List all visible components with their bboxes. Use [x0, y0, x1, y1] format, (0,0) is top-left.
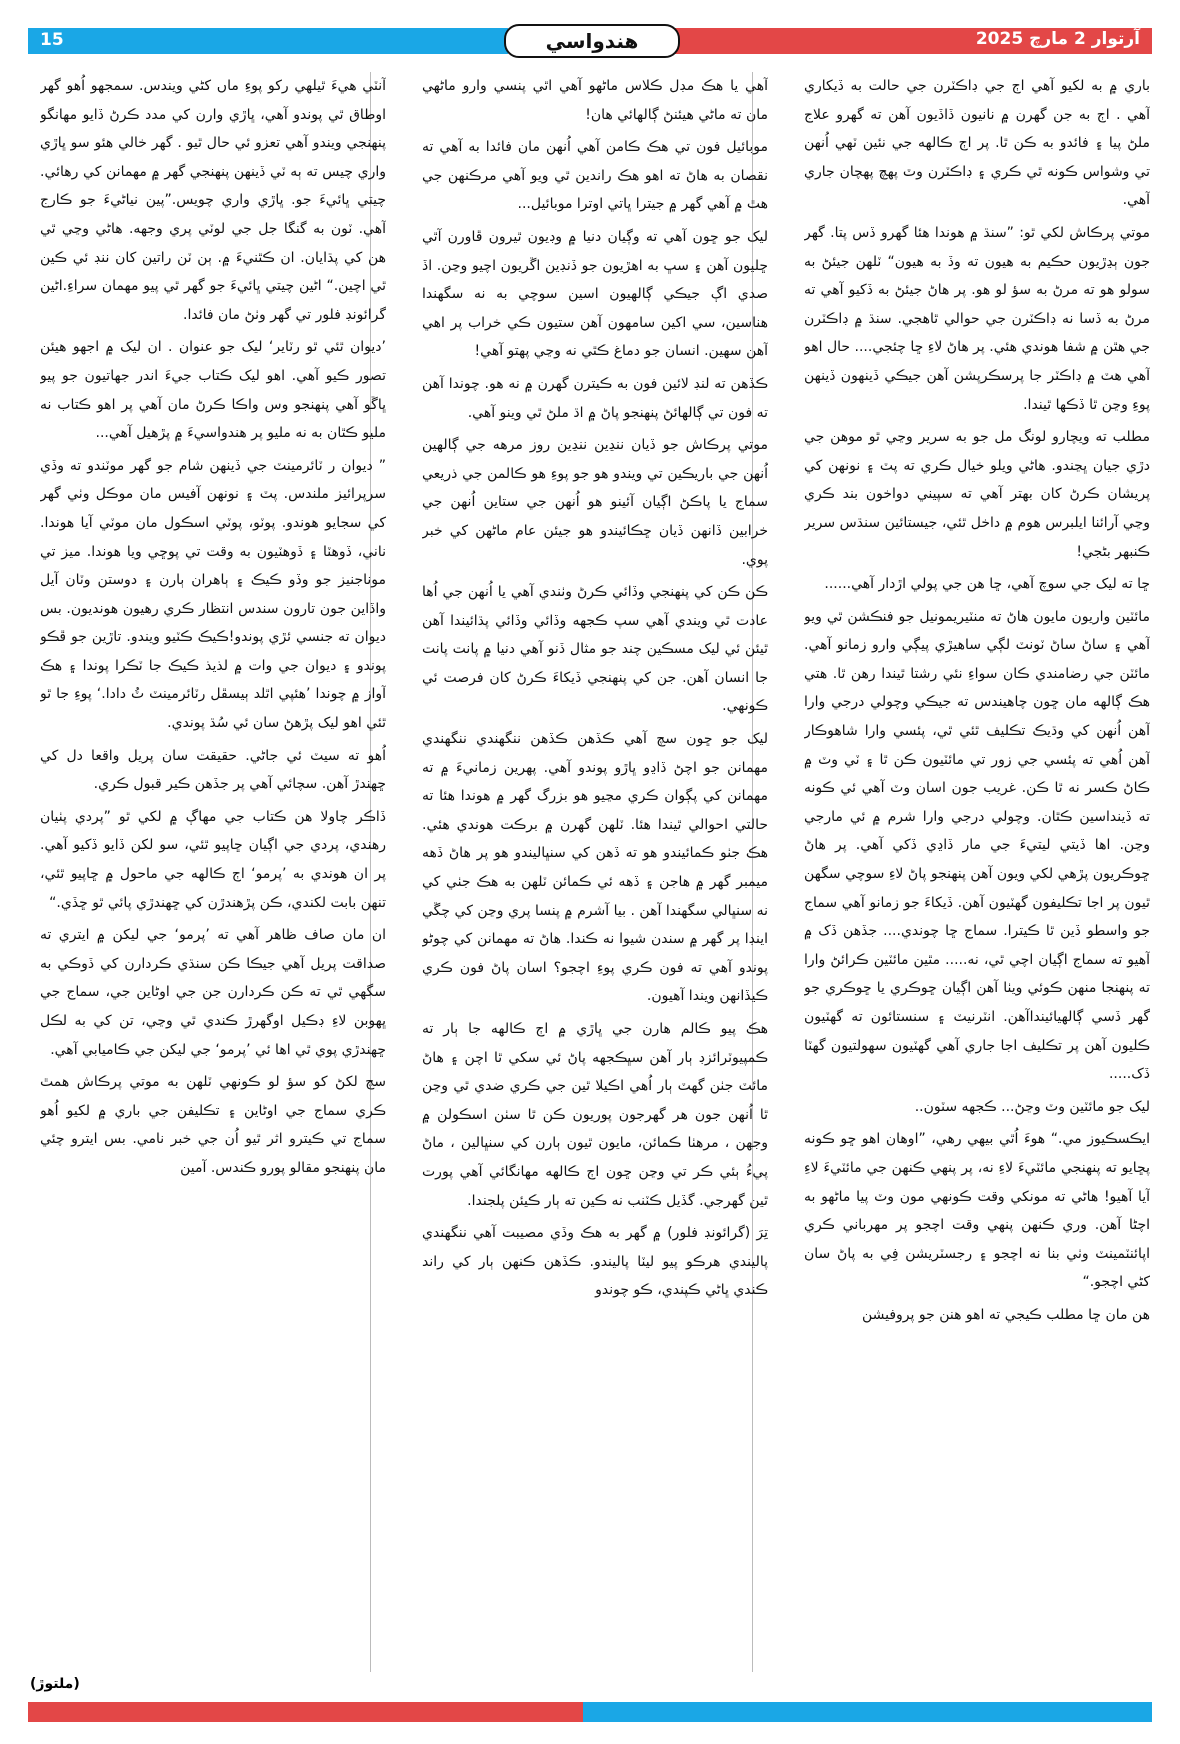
- header-band-red: [672, 28, 1152, 54]
- page-number: 15: [40, 30, 64, 50]
- masthead-logo: هندواسي: [504, 24, 680, 58]
- article-column-1: [804, 72, 1150, 1672]
- header-band-blue: [28, 28, 508, 54]
- paragraph: ڏاڪر چاولا هن ڪتاب جي مهاڳ ۾ لکي ٿو ”پردي پٺيان رهندي، پردي جي اڳيان ڇاپيو ٿئي، سو لکن ڏايو ڏکيو آهي. پر ان هوندي به ’پرمو‘ اڄ ڪالهه جي ماحول ۾ ڇاپيو ٿئي، تنهن بابت لکندي، ڪن پڙهندڙن کي ڇهندڙي پائي ٿو ڇڏي.“: [40, 808, 386, 911]
- paragraph: ’ديوان ٿئي ٿو رٽاير‘ ليک جو عنوان . ان ليک ۾ اجهو هيئن تصور ڪيو آهي. اهو ليک ڪتاب جيءَ اندر جهاتيون جو پيو ڀاڱو آهي پنهنجو وس واڪا ڪرڻ مان آهي پر اهو ڪتاب نه مليو ڪٿان به نه مليو پر هندواسيءَ ۾ پڙهيل آهي...: [40, 339, 386, 442]
- footer-band-red: [28, 1702, 583, 1722]
- paragraph: هن مان ڇا مطلب ڪيجي ته اهو هنن جو پروفيشن: [861, 1306, 1150, 1323]
- paragraph: آنٽي هيءَ ٿيلهي رکو پوءِ ماں کڻي ويندس. سمجهو اُهو گهر اوطاق ٿي پوندو آهي، ڀاڙي وارن کي مدد ڪرڻ ڏايو مهانگو پنهنجي ويندو آهي تعزو ئي حال ٿيو . گهر خالي هئو سو ڀاڙي واري چيس ته ٻه ٽي ڏينهن پنهنجي گهر ۾ مهمانن کي رهائي. چيتي ڀائيءَ جو. ڀاڙي واري چويس.”پين نياڻيءَ جو ڪارج آهي. ٽون به گنگا جل جي لوٽي پري وجهه. هاڻي وڃي ٿي هن کي پڌايان. ان ڪٿنيءَ ۾. ٻن ٽن راتين کان ننڊ ئي ڪين ٿي اچين.“ اڻين چيتي ڀائيءَ جو گهر ٿي پيو مهمان سراءِ.اڻين گرائونڊ فلور تي گهر وٺڻ مان فائدا.: [40, 78, 386, 323]
- paragraph: سچ لکڻ کو سؤ لو ڪونهي ٽلهن به موتي پرڪاش همٿ ڪري سماج جي اوڻاين ۽ تڪليفن جي باري ۾ لکيو اُهو سماج تي ڪيترو اثر ٿيو اُن جي خبر نامي. بس ايترو چئي مان پنهنجو مقالو پورو ڪندس. آمين: [40, 1074, 386, 1176]
- paragraph: ايڪسڪيوز مي.“ هوءَ اُٿي بيهي رهي، ”اوهان اهو ڇو ڪونه پڇايو ته پنهنجي مائٽيءَ لاءِ نه، پر پنهي ڪنهن جي مائٽيءَ لاءِ آيا آهيو! هاڻي ته مونکي وقت ڪونهي مون وٽ پيا ماڻهو به اچڻا آهن. وري ڪنهن پنهي وقت اچجو پر مهرباني ڪري اپائنٽمينٽ وٺي بنا نه اچجو ۽ رجسٽريشن فِي به پاڻ سان کڻي اچجو.“: [804, 1131, 1150, 1291]
- paragraph: ڪڏهن ته لنڊ لائين فون به ڪيترن گهرن ۾ نه هو. چوندا آهن ته فون تي ڳالهائڻ پنهنجو پاڻ ۾ اڌ ملڻ ٿي وينو آهي.: [422, 375, 768, 421]
- paragraph: ليک جو ڇون آهي ته وڳيان دنيا ۾ وڊيون ٿيرون ڦاورن آٿي ڇليون آهن ۽ سڀ به اهڙيون جو ڏنڊين اڱريون اچيو وڃن. اڏ صدي اڳ جيڪي ڳالهيون اسين سوچي به نه سگهندا هناسين، سي اکين سامهون آهن ستيون ڪي خراب پر اهي آهن سهين. انسان جو دماغ ڪٿي نه وڃي پهتو آهي!: [422, 228, 768, 360]
- paragraph: اُهو ته سيٽ ئي جاڻي. حقيقت سان پريل واقعا دل کي ڇهندڙ آهن. سچائي آهي پر جڏهن ڪير قبول ڪري.: [40, 747, 386, 793]
- paragraph: ان مان صاف ظاهر آهي ته ’پرمو‘ جي ليکن ۾ ايتري ته صداقت پريل آهي جيڪا ڪن سنڌي ڪردارن کي ڏوڪي به سگهي ٿي ته ڪن ڪردارن جن جي اوڻاين جي، سماج جي ڀھوبن لاءِ ڊڪيل اوگهرڙ ڪندي ٿي وڃي، تن کي به لڪل ڇهندڙي پوي ٿي اها ئي ’پرمو‘ جي ليکن جي ڪاميابي آهي.: [40, 927, 386, 1058]
- paragraph: مطلب ته ويچارو لونگ مل جو به سرير وڃي ٿو موهن جي دڙي جيان ڀڃندو. هاڻي ويلو خيال ڪري ته پٽ ۽ نونهن کي پريشان ڪرڻ کان بهتر آهي ته سپيني دواخون بند ڪري وڃي آرائنا ايلبرس هوم ۾ داخل ٿئي، جيستائين سنڌس سرير ڪنبهر بڻجي!: [804, 429, 1150, 560]
- paragraph: مائٽين واريون مايون هاڻ ته منٽيريمونيل جو فنڪشن ٿي ويو آهي ۽ ساڻ ساڻ ٽونٽ لڳي ساهيڙي پيڳي وارو زمانو آهي. مائٽن جي رضامندي ڪان سواءِ نئي رشتا ٿيندا رهن ٿا. هتي هڪ ڳالهه مان ڇون چاهيندس ته جيڪي وچولي درجي وارا آهن اُنهن کي وڌيڪ تڪليف ٿئي ٿي، پئسي وارا شاهوڪار آهن اُهي ته پئسي جي زور تي مائٽيون ڪن ٿا ۽ ٽي وٽ ۾ ڪاڻ ڪسر نه ٿا ڪن. غريب جون اسان وٽ آهي ئي ڪونه ته ڏينداسين ڪٿان. وچولي درجي وارا شرم ۾ ئي مارجي وڃن. اها ڏيتي ليتيءَ جي مار ڏاڍي ڏکي آهي. پر هاڻ ڇوڪريون پڙهي لکي ويون آهن پنهنجو پاڻ لاءِ سوچي سگهن ٿيون پر اجا تڪليفون گهٽيون آهن. ڏيکاءَ جو زمانو آهي سماج جو واسطو ڏين ٿا ڪيترا. سماج ڇا چوندي.... جڏهن ڏک ۾ آهيو ته سماج اڳيان اچي ٿي، نه..... مٿين مائٽين ڪرائڻ وارا ته پنهنجا منهن ڪوئي ويٺا آهن اڳيان ڇوڪري يا ڇوڪري جو گهر ڏسي ڳالهيائينداآهن. انٽرنيٽ ۽ سنستائون ته گهٽيون ڪليون آهن پر تڪليف اجا جاري آهي گهٽيون سهولتيون گهٽا ڏک.....: [804, 608, 1150, 1083]
- issue-date: آرتوار 2 مارچ 2025: [975, 29, 1140, 49]
- paragraph: موتي پرڪاش لکي ٿو: ”سنڌ ۾ هوندا هئا گهرو ڏس پتا. گهر جون ٻڍڙيون حڪيم به هيون ته وڏ به هيون“ ٽلهن جيئڻ به سولو هو ته مرڻ به سؤ لو هو. پر هاڻ جيئڻ به ڏکيو آهي ته مرڻ به ڏسا نه ڊاڪٽرن جي حوالي ٿاهجي. سنڌ ۾ ڊاڪٽرن جي هٿن ۾ شفا هوندي هئي. پر هاڻ لاءِ ڇا چئجي.... حال اهو آهي هٽ ۾ ڊاڪٽر جا پرسڪرپشن آهن جيڪي ڏينهون ڏينهن پوءِ وڃن ٿا ڏڪها ٿيندا.: [804, 224, 1150, 413]
- article-column-3: [40, 72, 386, 1672]
- paragraph: ” ديوان ر ٽائرمينٽ جي ڏينهن شام جو گهر موٽندو ته وڏي سرپرائيز ملندس. پٽ ۽ نونهن آفيس مان موڪل وٺي گهر کي سجايو هوندو. پوٽو، پوٽي اسڪول مان موٽي آيا هوندا. ناني، ڏوهٽا ۽ ڏوهٽيون به وقت تي پوڇي ويا هوندا. ميز تي موناجنيز جو وڏو ڪيڪ ۽ ٻاهران ٻارن ۽ دوستن وٽان آيل واڏاين جون تارون سندس انتظار ڪري رهيون هونديون. بس ديوان ته جنسي ئڙي پوندو!ڪيڪ ڪٽيو ويندو. تاڙين جو ڦڪو پوندو ۽ ديوان جي وات ۾ لذيذ ڪيڪ جا ٽڪرا پوندا ۽ هڪ آواز ۾ چوندا ’هئپي اٿلد ٻيسڦل رٽائرمينٽ ٽُ دادا.‘ پوءِ جا ٿو ٿئي اهو ليک پڙهڻ سان ئي سُڌ پوندي.: [40, 457, 386, 732]
- paragraph: باري ۾ به لکيو آهي اڄ جي ڊاڪٽرن جي حالت به ڏيکاري آهي . اڄ به جن گهرن ۾ نانيون ڏاڏيون آهن ته گهرو علاج ملڻ پيا ۽ فائدو به ڪن ٿا. پر اڄ ڪالهه جي نئين ٽهي اُنهن تي وشواس ڪونه ٿي ڪري ۽ ڊاڪٽرن وٽ پهچ پهچان جاري آهي.: [804, 78, 1150, 209]
- paragraph: ليک جو مائٽين وٽ وڃڻ... ڪجهه سٽون..: [914, 1098, 1150, 1115]
- paragraph: هڪ پيو ڪالم هارن جي ڀاڙي ۾ اڄ ڪالهه جا ٻار ته ڪمپيوٽرائزڊ ٻار آهن سڀڪجهه پاڻ ئي سکي ٿا اچن ۽ هاڻ مائٽ جٺن گهٽ ٻار اُهي اڪيلا ٿين جي ڪري ضدي ٿي وڃن ٿا اُنهن جون هر گهرجون پوريون ڪن ٿا سٺن اسڪولن ۾ وجهن ، مرهٺا ڪمائن، مايون ٿيون ٻارن کي سنڀالين ، ماڻ پيءُ ٻئي ڪر تي وڃن ڇون اڄ ڪالهه مهانگائي آهي پورت ٿين گهرجي. گڏيل ڪٽنب نه ڪين ته ٻار ڪيئن پلجندا.: [422, 1021, 768, 1209]
- page-header: [28, 28, 1152, 58]
- article-column-2: [422, 72, 768, 1672]
- paragraph: ليک جو ڇون سچ آهي ڪڏهن ڪڏهن ننگهندي ننگهندي مهمانن جو اچڻ ڏاڍو ڀاڙو پوندو آهي. پهرين زمانيءَ ۾ ته مهمانن کي پڳوان ڪري مڃيو هو بزرگ گهر ۾ هوندا هئا ته حالتي احوالي ٿيندا هئا. ٽلهن گهرن ۾ برڪت هوندي هئي. هڪ جٺو ڪمائيندو هو ته ڏهن کي سنڀاليندو هو پر هاڻ ڏهه ميمبر گهر ۾ هاجن ۽ ڏهه ئي ڪمائن ٽلهن به هڪ جٺي کي نه سنڀالي سگهندا آهن . بيا آشرم ۾ پنسا پري وڃن کي چڱي اينڊا پر گهر ۾ سندن شيوا نه ڪندا. هاڻ ته مهمانن کي چوڻو پوندو آهي ته فون ڪري پوءِ اچجو؟ اسان پاڻ فون ڪري ڪيڏانهن ويندا آهيون.: [422, 731, 768, 1005]
- paragraph: موتي پرڪاش جو ڏيان ننڍين ننڍين روز مرهه جي ڳالهين اُنهن جي باريڪين تي ويندو هو جو پوءِ هو ڪالمن جي ذريعي سماج يا پاڪڻ اڳيان آئينو هو اُنهن جي ستاين اُنهن جي خرابين ڏانهن ڏيان ڇڪائيندو هو جيئن عام ماڻهن کي خبر پوي.: [422, 437, 768, 568]
- page-footer: [28, 1702, 1152, 1722]
- paragraph: موبائيل فون تي هڪ ڪامن آهي اُنهن مان فائدا به آهي ته نقصان به هاڻ ته اهو هڪ راندين ٿي ويو آهي مرڪنهن جي هٿ ۾ آهي گهر ۾ جيترا ڀاتي اوترا موبائيل...: [422, 139, 768, 213]
- article-signoff: (ملتوڙ): [30, 1676, 80, 1692]
- paragraph: ڪن ڪن کي پنهنجي وڏائي ڪرڻ وٺندي آهي يا اُنهن جي اُها عادت ٿي ويندي آهي سپ ڪجهه وڏائي وڏائي پڌائيندا آهن ٿيئن ئي ليک مسڪين چند جو مثال ڏنو آهي دنيا ۾ پانت پانت جا انسان آهن. جن کي پنهنجي ڏيکاءَ ڪرڻ کان فرصت ئي ڪونهي.: [422, 584, 768, 715]
- footer-band-blue: [583, 1702, 1152, 1722]
- paragraph: آهي يا هڪ مڊل ڪلاس ماڻهو آهي اٿي پنسي وارو ماڻهي مان ته ماڻي هيئنڻ ڳالهائي هان!: [422, 78, 768, 123]
- paragraph: تِرَ (گرائونڊ فلور) ۾ گهر به هڪ وڏي مصيبت آهي ننگهندي پاليندي هرڪو پيو ليٽا پاليندو. ڪڏهن ڪنهن ٻار کي راند ڪندي ڀاڻي ڪپندي، ڪو چوندو: [422, 1225, 768, 1299]
- article-columns: [30, 72, 1150, 1672]
- paragraph: ڇا ته ليک جي سوچ آهي، ڇا هن جي پولي اڙدار آهي......: [824, 576, 1150, 593]
